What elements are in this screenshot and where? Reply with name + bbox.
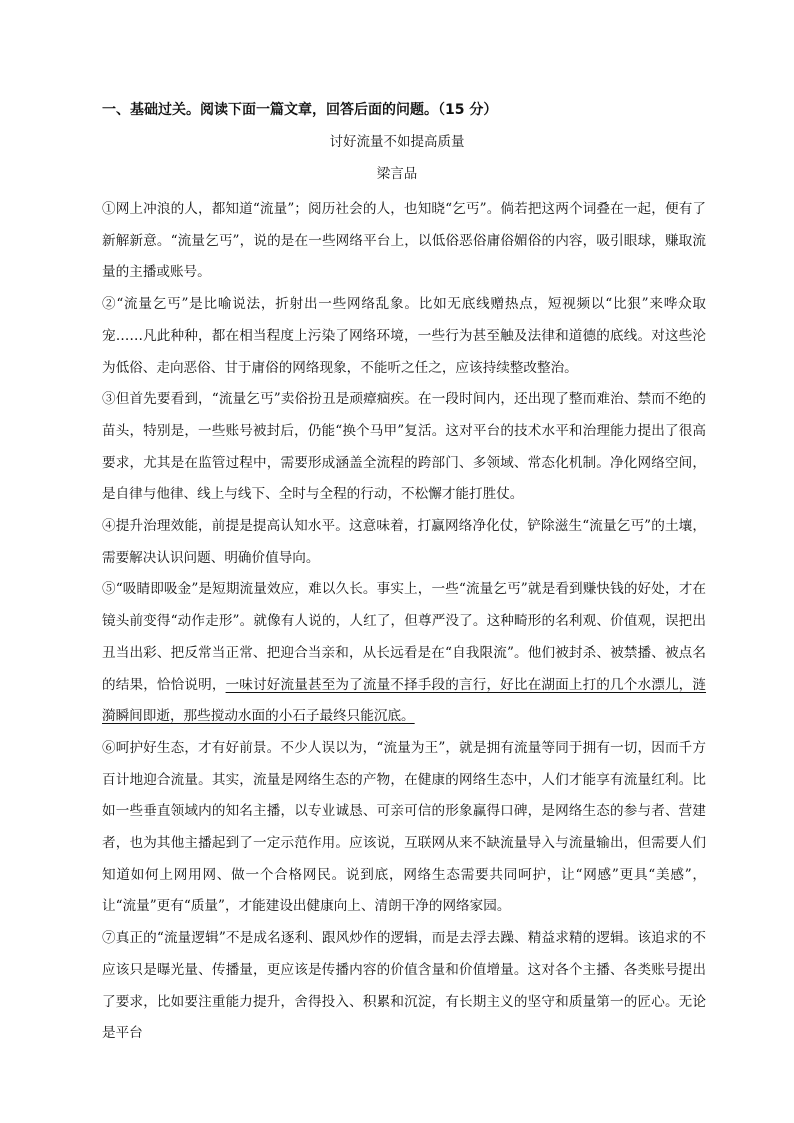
paragraph-7: ⑦真正的“流量逻辑”不是成名逐利、跟风炒作的逻辑，而是去浮去躁、精益求精的逻辑。该追求的不应该只是曝光量、传播量，更应该是传播内容的价值含量和价值增量。这对各个主播、各类账号提出了要求，比如要注重能力提升，舍得投入、积累和沉淀，有长期主义的坚守和质量第一的匠心。无论是平台 [102,930,706,1042]
article-author: 梁言品 [376,166,418,182]
paragraph-3: ③但首先要看到，“流量乞丐”卖俗扮丑是顽瘴痼疾。在一段时间内，还出现了整而难治、禁而不绝的苗头，特别是，一些账号被封后，仍能“换个马甲”复活。这对平台的技术水平和治理能力提出了很高要求，尤其是在监管过程中，需要形成涵盖全流程的跨部门、多领域、常态化机制。净化网络空间，是自律与他律、线上与线下、全时与全程的行动，不松懈才能打胜仗。 [102,391,706,503]
paragraph-1: ①网上冲浪的人，都知道“流量”；阅历社会的人，也知晓“乞丐”。倘若把这两个词叠在一起，便有了新解新意。“流量乞丐”，说的是在一些网络平台上，以低俗恶俗庸俗媚俗的内容，吸引眼球，赚取流量的主播或账号。 [102,201,706,281]
paragraph-4: ④提升治理效能，前提是提高认知水平。这意味着，打赢网络净化仗，铲除滋生“流量乞丐”的土壤，需要解决认识问题、明确价值导向。 [102,518,706,566]
article-title: 讨好流量不如提高质量 [329,134,465,150]
article-body [102,194,706,1050]
paragraph-6: ⑥呵护好生态，才有好前景。不少人误以为，“流量为王”，就是拥有流量等同于拥有一切，因而千方百计地迎合流量。其实，流量是网络生态的产物，在健康的网络生态中，人们才能享有流量红利。比如一些垂直领域内的知名主播，以专业诚恳、可亲可信的形象赢得口碑，是网络生态的参与者、营建者，也为其他主播起到了一定示范作用。应该说，互联网从来不缺流量导入与流量输出，但需要人们知道如何上网用网、做一个合格网民。说到底，网络生态需要共同呵护，让“网感”更具“美感”，让“流量”更有“质量”，才能建设出健康向上、清朗干净的网络家园。 [102,739,706,915]
paragraph-2: ②“流量乞丐”是比喻说法，折射出一些网络乱象。比如无底线赠热点，短视频以“比狠”来哗众取宠……凡此种种，都在相当程度上污染了网络环境，一些行为甚至触及法律和道德的底线。对这些沦为低俗、走向恶俗、甘于庸俗的网络现象，不能听之任之，应该持续整改整治。 [102,296,706,376]
paragraph-5-text: ⑤“吸睛即吸金”是短期流量效应，难以久长。事实上，一些“流量乞丐”就是看到赚快钱的好处，才在镜头前变得“动作走形”。就像有人说的，人红了，但尊严没了。这种畸形的名利观、价值观，误把出丑当出彩、把反常当正常、把迎合当亲和，从长远看是在“自我限流”。他们被封杀、被禁播、被点名的结果，恰恰说明， [102,581,706,693]
section-heading: 一、基础过关。阅读下面一篇文章，回答后面的问题。（15 分） [102,102,498,118]
underlined-sentence: 一味讨好流量甚至为了流量不择手段的言行，好比在湖面上打的几个水漂儿，涟漪瞬间即逝，那些搅动水面的小石子最终只能沉底。 [102,676,707,725]
paragraph-5 [102,574,706,733]
